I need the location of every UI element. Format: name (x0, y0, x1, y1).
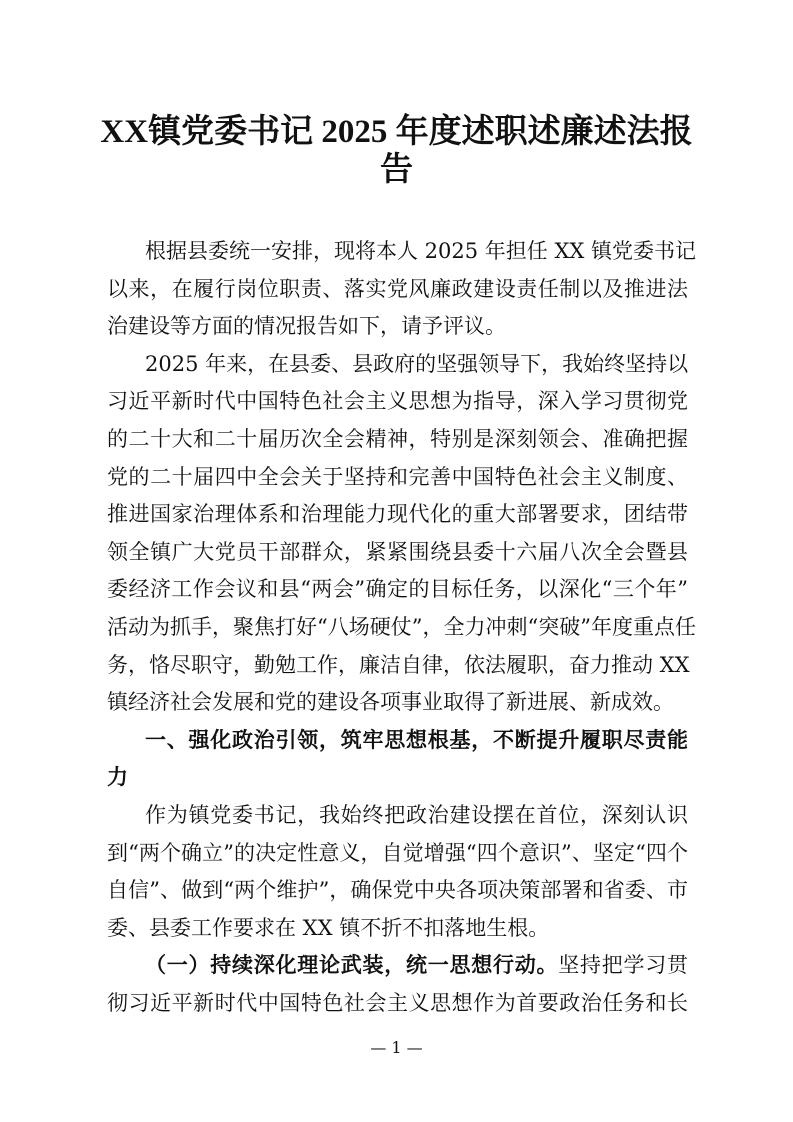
text-line: 作为镇党委书记，我始终把政治建设摆在首位，深刻认识 (145, 802, 688, 827)
page-number: — 1 — (370, 1038, 423, 1057)
document-title (90, 113, 703, 189)
text-line: 委、县委工作要求在 XX 镇不折不扣落地生根。 (107, 915, 550, 940)
document-body (107, 233, 697, 1022)
text-line: 以来，在履行岗位职责、落实党风廉政建设责任制以及推进法 (107, 276, 688, 301)
text-line: 彻习近平新时代中国特色社会主义思想作为首要政治任务和长 (107, 990, 688, 1015)
paragraph-subsection-1 (107, 947, 688, 1022)
paragraph-political (107, 797, 688, 947)
text-line: 推进国家治理体系和治理能力现代化的重大部署要求，团结带 (107, 502, 688, 527)
section-heading-1 (107, 722, 688, 797)
text-line: 2025 年来，在县委、县政府的坚强领导下，我始终坚持以 (145, 351, 689, 376)
text-line (107, 947, 688, 985)
paragraph-intro (107, 233, 697, 346)
text-line: 自信”、做到“两个维护”，确保党中央各项决策部署和省委、市 (107, 878, 688, 903)
text-line: 镇经济社会发展和党的建设各项事业取得了新进展、新成效。 (107, 690, 674, 715)
text-line: 的二十大和二十届历次全会精神，特别是深刻领会、准确把握 (107, 426, 688, 451)
text-line: 务，恪尽职守，勤勉工作，廉洁自律，依法履职，奋力推动 XX (107, 652, 690, 677)
title-line-2: 告 (380, 152, 413, 188)
text-line: 习近平新时代中国特色社会主义思想为指导，深入学习贯彻党 (107, 389, 688, 414)
title-line-1: XX镇党委书记 2025 年度述职述廉述法报 (100, 114, 693, 150)
text-span: 坚持把学习贯 (558, 953, 688, 978)
subsection-heading: （一）持续深化理论武装，统一思想行动。 (145, 953, 559, 978)
text-line: 活动为抓手，聚焦打好“八场硬仗”，全力冲刺“突破”年度重点任 (107, 614, 696, 639)
paragraph-overview (107, 346, 696, 722)
heading-line: 一、强化政治引领，筑牢思想根基，不断提升履职尽责能 (145, 727, 688, 752)
text-line: 到“两个确立”的决定性意义，自觉增强“四个意识”、坚定“四个 (107, 840, 688, 865)
heading-line: 力 (107, 765, 128, 790)
text-line: 根据县委统一安排，现将本人 2025 年担任 XX 镇党委书记 (145, 239, 697, 263)
text-line: 党的二十届四中全会关于坚持和完善中国特色社会主义制度、 (107, 464, 688, 489)
text-line: 委经济工作会议和县“两会”确定的目标任务，以深化“三个年” (107, 577, 688, 602)
text-line: 领全镇广大党员干部群众，紧紧围绕县委十六届八次全会暨县 (107, 539, 688, 564)
text-line: 治建设等方面的情况报告如下，请予评议。 (107, 314, 506, 339)
